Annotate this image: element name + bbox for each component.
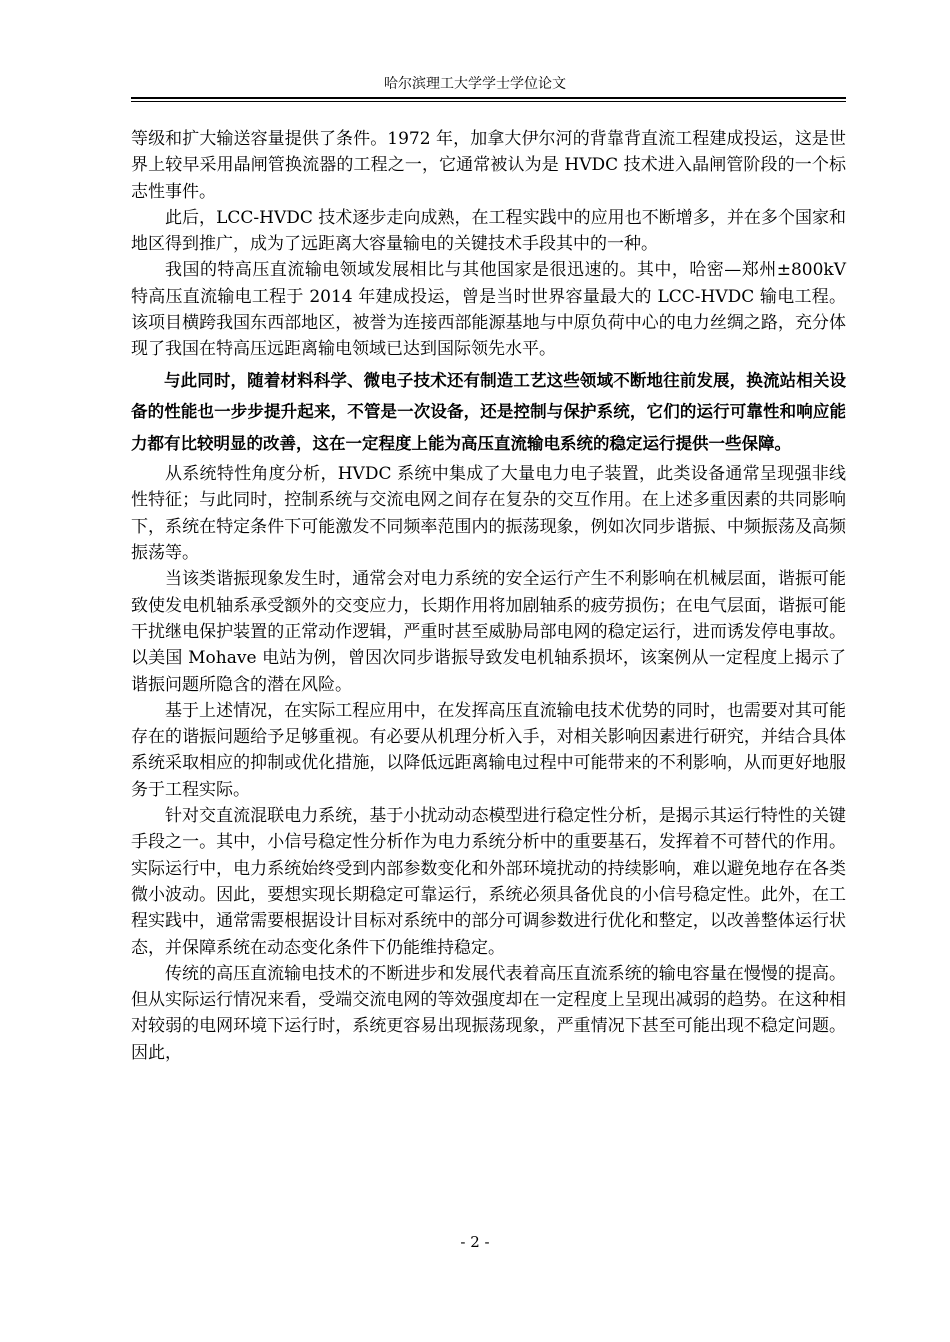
page-header: 哈尔滨理工大学学士学位论文 bbox=[384, 76, 566, 92]
paragraph-4-bold: 与此同时，随着材料科学、微电子技术还有制造工艺这些领域不断地往前发展，换流站相关设备的性能也一步步提升起来，不管是一次设备，还是控制与保护系统，它们的运行可靠性和响应能力都有比较明显的改善，这在一定程度上能为高压直流输电系统的稳定运行提供一些保障。 bbox=[131, 370, 846, 453]
header-rule bbox=[131, 97, 846, 102]
paragraph-8: 针对交直流混联电力系统，基于小扰动动态模型进行稳定性分析，是揭示其运行特性的关键手段之一。其中，小信号稳定性分析作为电力系统分析中的重要基石，发挥着不可替代的作用。实际运行中，电力系统始终受到内部参数变化和外部环境扰动的持续影响，难以避免地存在各类微小波动。因此，要想实现长期稳定可靠运行，系统必须具备优良的小信号稳定性。此外，在工程实践中，通常需要根据设计目标对系统中的部分可调参数进行优化和整定，以改善整体运行状态，并保障系统在动态变化条件下仍能维持稳定。 bbox=[131, 806, 846, 958]
paragraph-7: 基于上述情况，在实际工程应用中，在发挥高压直流输电技术优势的同时，也需要对其可能存在的谐振问题给予足够重视。有必要从机理分析入手，对相关影响因素进行研究，并结合具体系统采取相应的抑制或优化措施，以降低远距离输电过程中可能带来的不利影响，从而更好地服务于工程实际。 bbox=[131, 700, 846, 800]
paragraph-2: 此后，LCC-HVDC 技术逐步走向成熟，在工程实践中的应用也不断增多，并在多个国家和地区得到推广，成为了远距离大容量输电的关键技术手段其中的一种。 bbox=[131, 207, 846, 255]
paragraph-1: 等级和扩大输送容量提供了条件。1972 年，加拿大伊尔河的背靠背直流工程建成投运，这是世界上较早采用晶闸管换流器的工程之一，它通常被认为是 HVDC 技术进入晶闸管阶段的一个标志性事件。 bbox=[131, 129, 846, 202]
body-text bbox=[131, 126, 846, 1066]
paragraph-5: 从系统特性角度分析，HVDC 系统中集成了大量电力电子装置，此类设备通常呈现强非线性特征；与此同时，控制系统与交流电网之间存在复杂的交互作用。在上述多重因素的共同影响下，系统在特定条件下可能激发不同频率范围内的振荡现象，例如次同步谐振、中频振荡及高频振荡等。 bbox=[131, 464, 846, 564]
paragraph-9: 传统的高压直流输电技术的不断进步和发展代表着高压直流系统的输电容量在慢慢的提高。但从实际运行情况来看，受端交流电网的等效强度却在一定程度上呈现出减弱的趋势。在这种相对较弱的电网环境下运行时，系统更容易出现振荡现象，严重情况下甚至可能出现不稳定问题。因此， bbox=[131, 963, 846, 1063]
paragraph-3: 我国的特高压直流输电领域发展相比与其他国家是很迅速的。其中，哈密—郑州±800kV 特高压直流输电工程于 2014 年建成投运，曾是当时世界容量最大的 LCC-HVDC 输电工程。该项目横跨我国东西部地区，被誉为连接西部能源基地与中原负荷中心的电力丝绸之路，充分体现了我国在特高压远距离输电领域已达到国际领先水平。 bbox=[131, 260, 846, 360]
page-number: - 2 - bbox=[460, 1233, 490, 1251]
paragraph-6: 当该类谐振现象发生时，通常会对电力系统的安全运行产生不利影响在机械层面，谐振可能致使发电机轴系承受额外的交变应力，长期作用将加剧轴系的疲劳损伤；在电气层面，谐振可能干扰继电保护装置的正常动作逻辑，严重时甚至威胁局部电网的稳定运行，进而诱发停电事故。以美国 Mohave 电站为例，曾因次同步谐振导致发电机轴系损坏，该案例从一定程度上揭示了谐振问题所隐含的潜在风险。 bbox=[131, 569, 846, 695]
